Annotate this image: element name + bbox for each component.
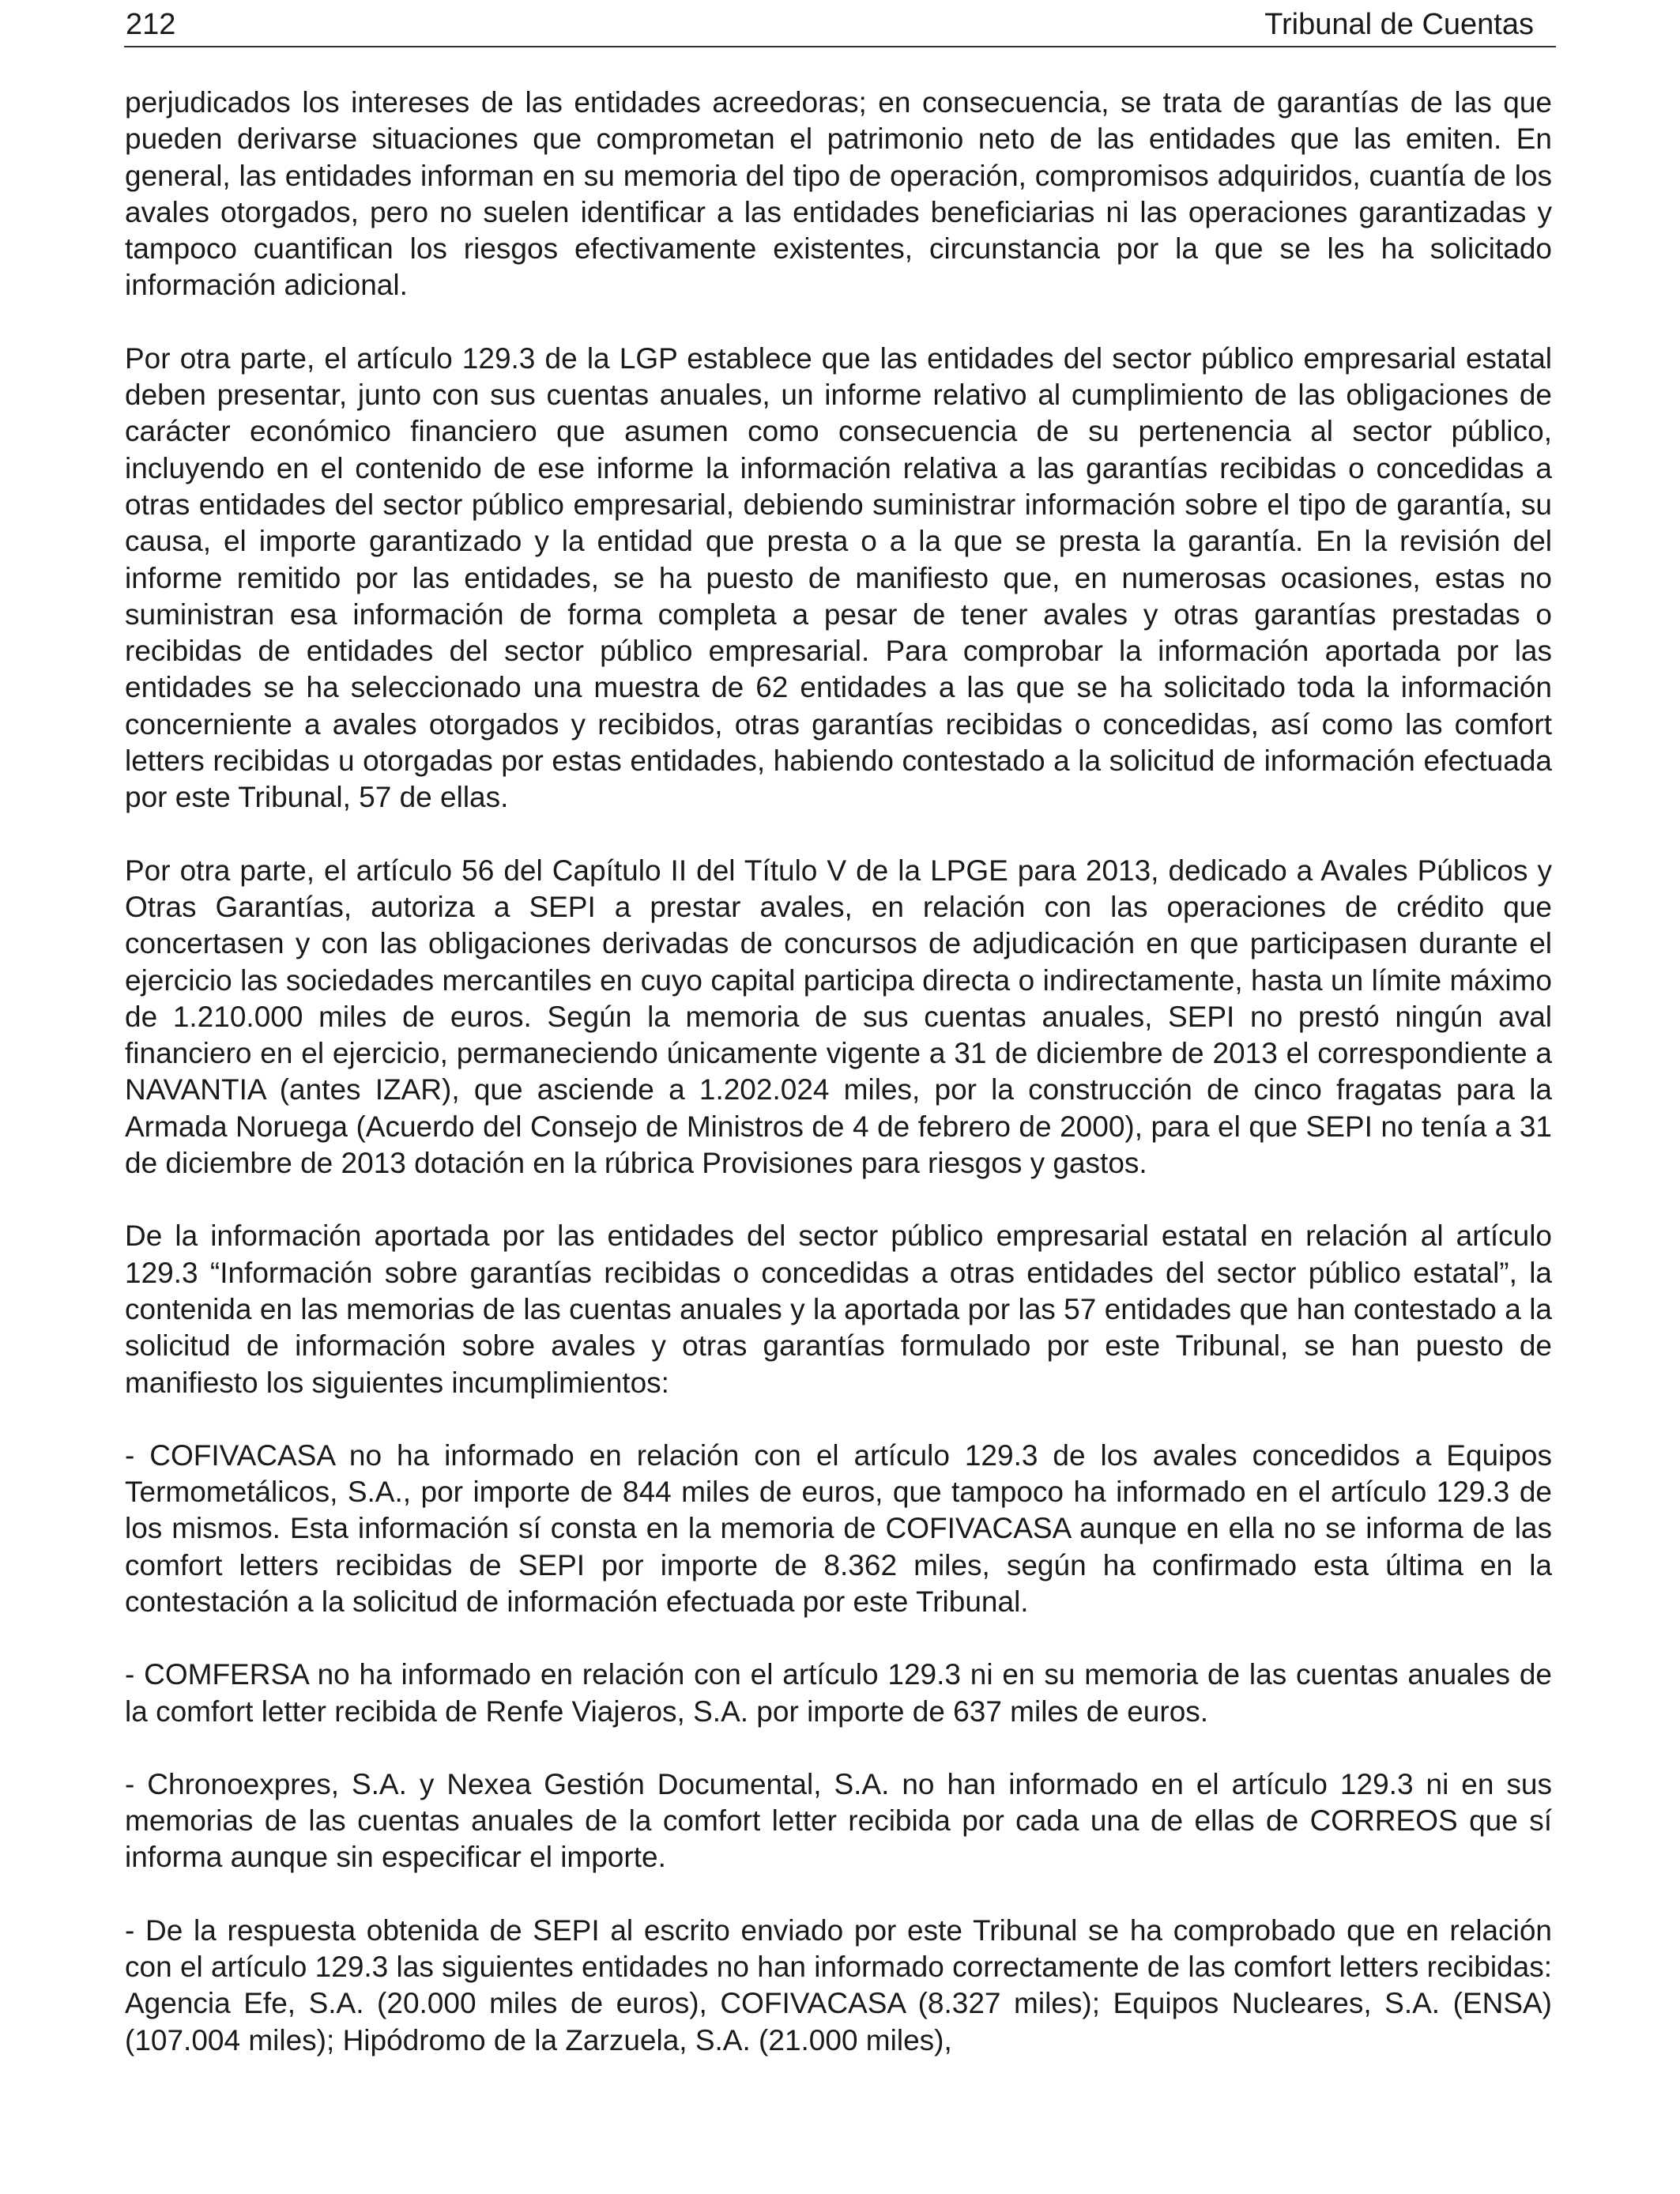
paragraph: De la información aportada por las entidades del sector público empresarial estatal en relación al artículo 129.3 “Información sobre garantías recibidas o concedidas a otras entidades del sector público estatal”, la contenida en las memorias de las cuentas anuales y la aportada por las 57 entidades que han contestado a la solicitud de información sobre avales y otras garantías formulado por este Tribunal, se han puesto de manifiesto los siguientes incumplimientos:	[125, 1220, 1552, 1399]
paragraph: perjudicados los intereses de las entidades acreedoras; en consecuencia, se trata de garantías de las que pueden derivarse situaciones que comprometan el patrimonio neto de las entidades que las emiten. En general, las entidades informan en su memoria del tipo de operación, compromisos adquiridos, cuantía de los avales otorgados, pero no suelen identificar a las entidades beneficiarias ni las operaciones garantizadas y tampoco cuantifican los riesgos efectivamente existentes, circunstancia por la que se les ha solicitado información adicional.	[125, 86, 1552, 302]
list-paragraph: - COMFERSA no ha informado en relación con el artículo 129.3 ni en su memoria de las cuentas anuales de la comfort letter recibida de Renfe Viajeros, S.A. por importe de 637 miles de euros.	[125, 1658, 1552, 1728]
list-paragraph: - COFIVACASA no ha informado en relación con el artículo 129.3 de los avales concedidos a Equipos Termometálicos, S.A., por importe de 844 miles de euros, que tampoco ha informado en el artículo 129.3 de los mismos. Esta información sí consta en la memoria de COFIVACASA aunque en ella no se informa de las comfort letters recibidas de SEPI por importe de 8.362 miles, según ha confirmado esta última en la contestación a la solicitud de información efectuada por este Tribunal.	[125, 1438, 1552, 1618]
running-title: Tribunal de Cuentas	[1264, 8, 1534, 41]
list-paragraph: - Chronoexpres, S.A. y Nexea Gestión Documental, S.A. no han informado en el artículo 129.3 ni en sus memorias de las cuentas anuales de la comfort letter recibida por cada una de ellas de CORREOS que sí informa aunque sin especificar el importe.	[125, 1767, 1552, 1874]
body-text	[125, 85, 1552, 2095]
page-header	[124, 6, 1556, 47]
paragraph: Por otra parte, el artículo 129.3 de la LGP establece que las entidades del sector público empresarial estatal deben presentar, junto con sus cuentas anuales, un informe relativo al cumplimiento de las obligaciones de carácter económico financiero que asumen como consecuencia de su pertenencia al sector público, incluyendo en el contenido de ese informe la información relativa a las garantías recibidas o concedidas a otras entidades del sector público empresarial, debiendo suministrar información sobre el tipo de garantía, su causa, el importe garantizado y la entidad que presta o a la que se presta la garantía. En la revisión del informe remitido por las entidades, se ha puesto de manifiesto que, en numerosas ocasiones, estas no suministran esa información de forma completa a pesar de tener avales y otras garantías prestadas o recibidas de entidades del sector público empresarial. Para comprobar la información aportada por las entidades se ha seleccionado una muestra de 62 entidades a las que se ha solicitado toda la información concerniente a avales otorgados y recibidos, otras garantías recibidas o concedidas, así como las comfort letters recibidas u otorgadas por estas entidades, habiendo contestado a la solicitud de información efectuada por este Tribunal, 57 de ellas.	[125, 341, 1552, 814]
paragraph: Por otra parte, el artículo 56 del Capítulo II del Título V de la LPGE para 2013, dedicado a Avales Públicos y Otras Garantías, autoriza a SEPI a prestar avales, en relación con las operaciones de crédito que concertasen y con las obligaciones derivadas de concursos de adjudicación en que participasen durante el ejercicio las sociedades mercantiles en cuyo capital participa directa o indirectamente, hasta un límite máximo de 1.210.000 miles de euros. Según la memoria de sus cuentas anuales, SEPI no prestó ningún aval financiero en el ejercicio, permaneciendo únicamente vigente a 31 de diciembre de 2013 el correspondiente a NAVANTIA (antes IZAR), que asciende a 1.202.024 miles, por la construcción de cinco fragatas para la Armada Noruega (Acuerdo del Consejo de Ministros de 4 de febrero de 2000), para el que SEPI no tenía a 31 de diciembre de 2013 dotación en la rúbrica Provisiones para riesgos y gastos.	[125, 854, 1552, 1180]
list-paragraph: - De la respuesta obtenida de SEPI al escrito enviado por este Tribunal se ha comprobado que en relación con el artículo 129.3 las siguientes entidades no han informado correctamente de las comfort letters recibidas: Agencia Efe, S.A. (20.000 miles de euros), COFIVACASA (8.327 miles); Equipos Nucleares, S.A. (ENSA) (107.004 miles); Hipódromo de la Zarzuela, S.A. (21.000 miles),	[125, 1913, 1552, 2056]
page-number: 212	[126, 8, 176, 41]
